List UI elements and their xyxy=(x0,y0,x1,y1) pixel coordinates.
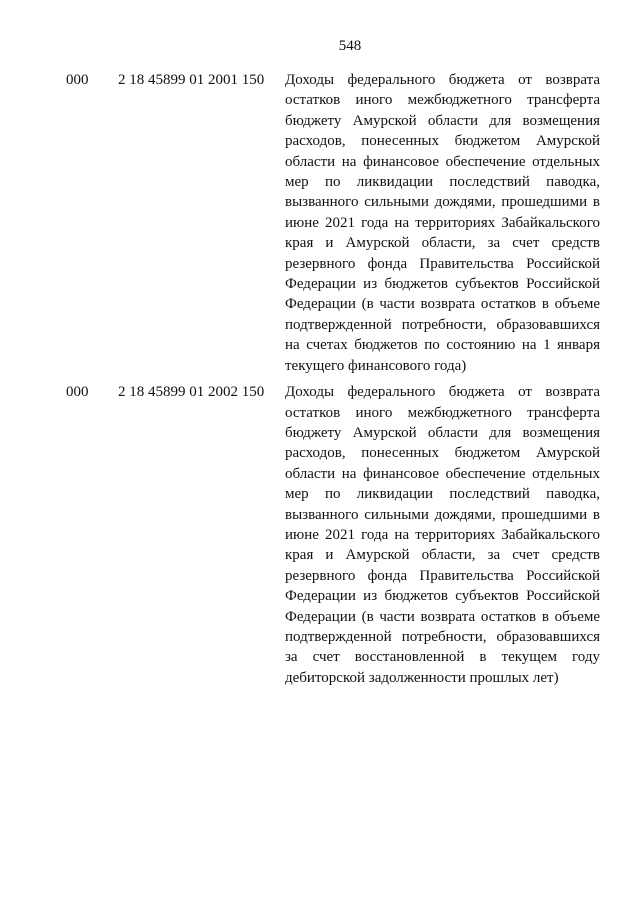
administrator-code: 000 xyxy=(66,72,89,88)
income-description: Доходы федерального бюджета от возврата остатков иного межбюджетного трансферта бюджету Амурской области для возмещения расходов, понесенных бюджетом Амурской области на финансовое обеспечение отдельных мер по ликвидации последствий паводка, вызванного сильными дождями, прошедшими в июне 2021 года на территориях Забайкальского края и Амурской области, за счет средств резервного фонда Правительства Российской Федерации из бюджетов субъектов Российской Федерации (в части возврата остатков в объеме подтвержденной потребности, образовавшихся на счетах бюджетов по состоянию на 1 января текущего финансового года) xyxy=(285,72,600,374)
table-row xyxy=(0,70,640,376)
page-number: 548 xyxy=(338,38,362,54)
income-description: Доходы федерального бюджета от возврата остатков иного межбюджетного трансферта бюджету Амурской области для возмещения расходов, понесенных бюджетом Амурской области на финансовое обеспечение отдельных мер по ликвидации последствий паводка, вызванного сильными дождями, прошедшими в июне 2021 года на территориях Забайкальского края и Амурской области, за счет средств резервного фонда Правительства Российской Федерации из бюджетов субъектов Российской Федерации (в части возврата остатков в объеме подтвержденной потребности, образовавшихся за счет восстановленной в текущем году дебиторской задолженности прошлых лет) xyxy=(285,384,600,686)
table-row xyxy=(0,382,640,688)
budget-code-table xyxy=(0,70,640,694)
administrator-code: 000 xyxy=(66,384,89,401)
budget-classification-code: 2 18 45899 01 2001 150 xyxy=(118,72,265,88)
budget-classification-code: 2 18 45899 01 2002 150 xyxy=(118,384,265,401)
